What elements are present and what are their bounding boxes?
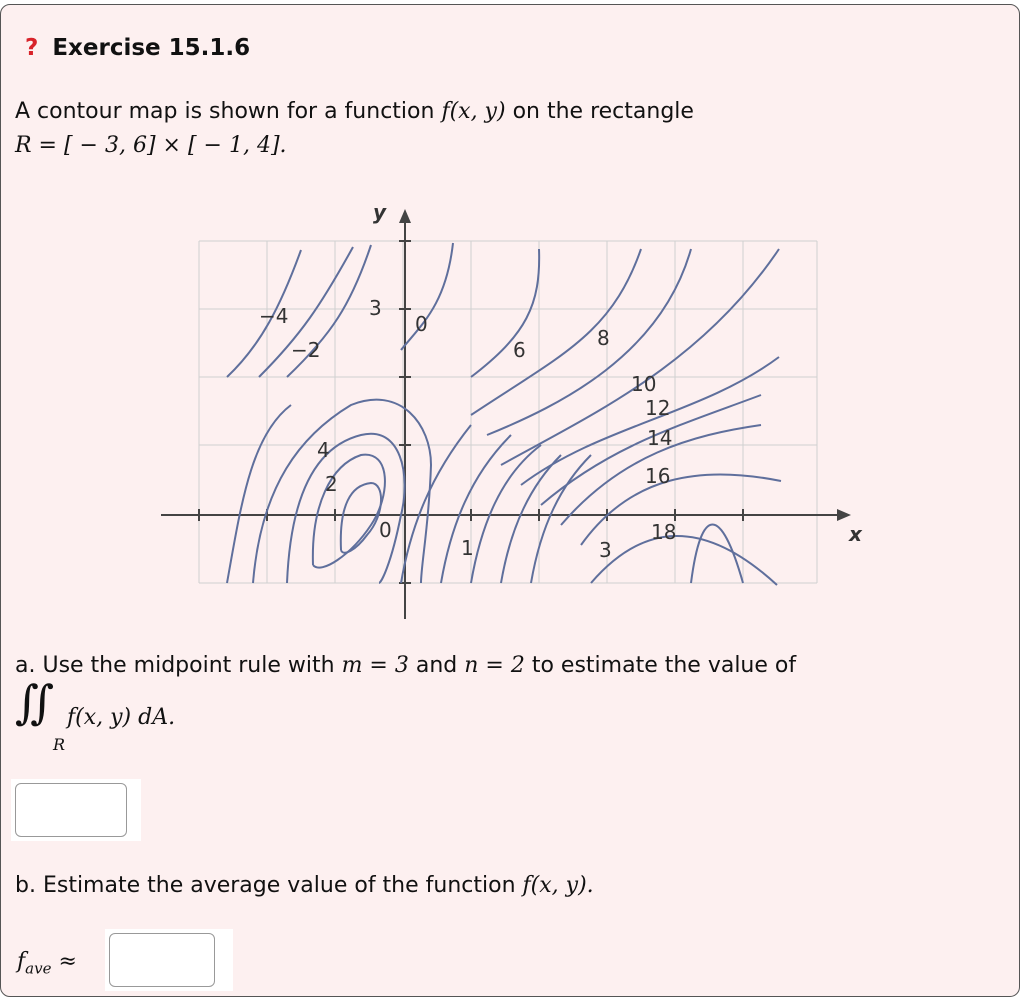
answer-b-wrapper [105, 929, 233, 991]
contour-label: 18 [651, 520, 677, 544]
question-mark-icon: ? [25, 35, 39, 61]
contour-label: 6 [513, 338, 526, 362]
n-expression: n = 2 [464, 653, 525, 678]
prompt-rectangle: R = [ − 3, 6] × [ − 1, 4]. [15, 133, 287, 158]
prompt-line1-tail: on the rectangle [512, 99, 694, 124]
part-a-text [15, 653, 796, 678]
m-expression: m = 3 [341, 653, 409, 678]
contour-label: 2 [325, 472, 338, 496]
contour-label: 10 [631, 372, 657, 396]
part-b-start: b. Estimate the average value of the function [15, 873, 516, 898]
contour-label: 0 [415, 312, 428, 336]
approx-sign: ≈ [58, 949, 77, 974]
x-axis-arrow-icon [837, 509, 851, 521]
integral-sign: ∬ [15, 675, 39, 729]
answer-a-wrapper [11, 779, 141, 841]
part-a-end: to estimate the value of [531, 653, 797, 678]
prompt-line1: A contour map is shown for a function [15, 99, 435, 124]
tick-label-1: 1 [461, 536, 474, 560]
answer-b-input[interactable] [109, 933, 215, 987]
fave-f: f [17, 949, 26, 974]
contour-lines [227, 243, 781, 585]
integrand: f(x, y) dA. [67, 705, 176, 730]
contour-plot [1, 5, 1021, 645]
part-b-text [15, 873, 594, 898]
y-axis-arrow-icon [399, 209, 411, 223]
exercise-card [0, 4, 1020, 997]
prompt-function: f(x, y) [441, 99, 506, 124]
contour-label: −4 [259, 304, 289, 328]
fave-label [17, 949, 77, 977]
contour-label: 16 [645, 464, 671, 488]
contour-label: 4 [317, 438, 330, 462]
y-axis-label: y [373, 200, 387, 224]
exercise-title-text: Exercise 15.1.6 [52, 35, 251, 61]
fave-subscript: ave [25, 959, 52, 978]
tick-label-y3: 3 [369, 296, 382, 320]
part-a-and: and [415, 653, 458, 678]
contour-label: 0 [379, 518, 392, 542]
contour-label: 12 [645, 396, 671, 420]
integral-region: R [53, 735, 66, 754]
contour-label: −2 [291, 338, 321, 362]
tick-label-3: 3 [599, 538, 612, 562]
answer-a-input[interactable] [15, 783, 127, 837]
contour-label: 14 [647, 426, 673, 450]
part-a-start: a. Use the midpoint rule with [15, 653, 335, 678]
part-b-function: f(x, y). [522, 873, 594, 898]
contour-label: 8 [597, 326, 610, 350]
axes [161, 219, 841, 619]
x-axis-label: x [849, 522, 862, 546]
